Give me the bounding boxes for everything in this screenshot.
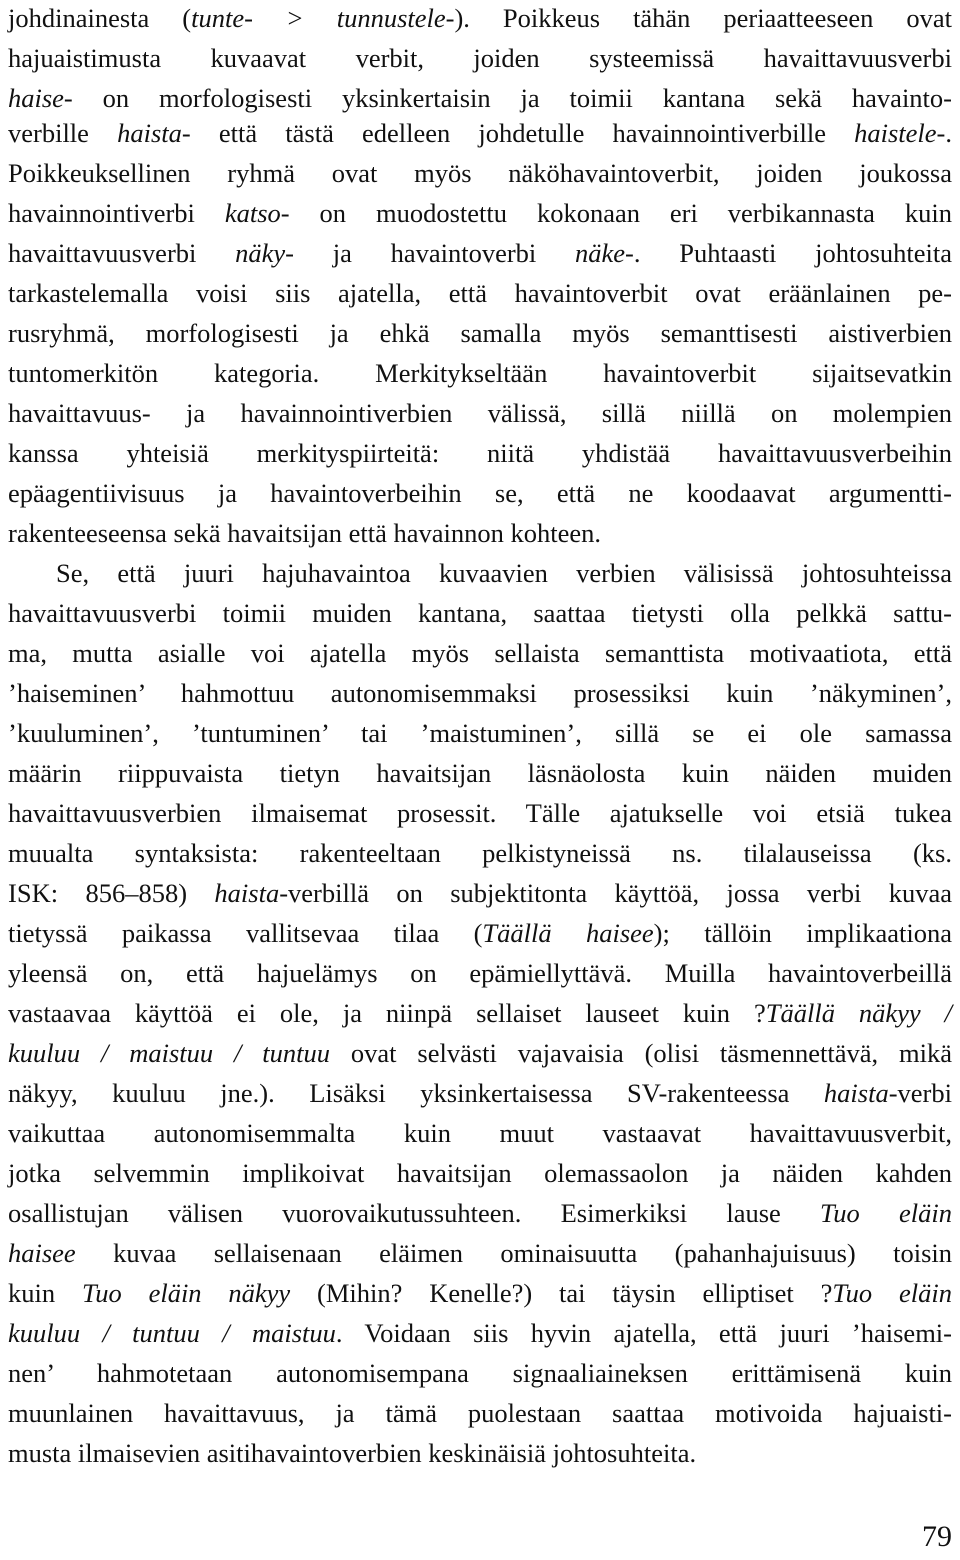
italic-term: haise- [8, 83, 73, 113]
text-line [8, 273, 952, 313]
text-run: hajuaistimusta kuvaavat verbit, joiden systeemissä havaittavuusverbi [8, 43, 952, 73]
text-run: että tästä edelleen johdetulle havainnointiverbille [190, 118, 855, 148]
text-run: tuntomerkitön kategoria. Merkitykseltään havaintoverbit sijaitsevatkin [8, 358, 952, 388]
text-line [8, 913, 952, 953]
text-line [8, 313, 952, 353]
italic-term: haistele- [854, 118, 946, 148]
italic-term: kuuluu / maistuu / tuntuu [8, 1038, 331, 1068]
text-line [8, 1193, 952, 1233]
text-line [8, 833, 952, 873]
text-line [8, 713, 952, 753]
text-line [8, 873, 952, 913]
text-line [8, 953, 952, 993]
text-run: muualta syntaksista: rakenteeltaan pelkistyneissä ns. tilalauseissa (ks. [8, 838, 952, 868]
italic-term: Tuo eläin näkyy [81, 1278, 291, 1308]
text-run: ); tällöin implikaationa [653, 918, 952, 948]
text-run: (Mihin? Kenelle?) tai täysin elliptiset ? [290, 1278, 833, 1308]
text-line [8, 993, 952, 1033]
text-run: -verbillä on subjektitonta käyttöä, jossa verbi kuvaa [279, 878, 952, 908]
text-run: ovat selvästi vajavaisia (olisi täsmennettävä, mikä [330, 1038, 952, 1068]
text-line [8, 513, 952, 553]
text-line [8, 753, 952, 793]
text-line [8, 193, 952, 233]
text-line [8, 233, 952, 273]
text-line [8, 78, 952, 118]
text-run: havainnointiverbi [8, 198, 225, 228]
text-run: kuin [8, 1278, 82, 1308]
text-run: vastaavaa käyttöä ei ole, ja niinpä sellaiset lauseet kuin ? [8, 998, 766, 1028]
text-run: musta ilmaisevien asitihavaintoverbien keskinäisiä johtosuhteita. [8, 1438, 697, 1468]
italic-term: haista [823, 1078, 889, 1108]
text-run: ma, mutta asialle voi ajatella myös sellaista semanttista motivaatiota, että [8, 638, 952, 668]
text-line [8, 1153, 952, 1193]
text-line [8, 1273, 952, 1313]
text-run: havaittavuus- ja havainnointiverbien välissä, sillä niillä on molempien [8, 398, 952, 428]
text-run: ). Poikkeus tähän periaatteeseen ovat [454, 3, 953, 33]
italic-term: Täällä näkyy / [765, 998, 952, 1028]
text-line [8, 1353, 952, 1393]
text-run: ’haiseminen’ hahmottuu autonomisemmaksi prosessiksi kuin ’näkyminen’, [8, 678, 952, 708]
text-line [8, 633, 952, 673]
text-run: havaittavuusverbien ilmaisemat prosessit. Tälle ajatukselle voi etsiä tukea [8, 798, 952, 828]
text-run: yleensä on, että hajuelämys on epämiellyttävä. Muilla havaintoverbeillä [8, 958, 952, 988]
text-line [8, 593, 952, 633]
text-run: verbille [8, 118, 118, 148]
text-line [8, 673, 952, 713]
text-line [8, 793, 952, 833]
text-run: määrin riippuvaista tietyn havaitsijan läsnäolosta kuin näiden muiden [8, 758, 952, 788]
text-run: nen’ hahmotetaan autonomisempana signaaliaineksen erittämisenä kuin [8, 1358, 952, 1388]
text-line [8, 1073, 952, 1113]
text-line [8, 1313, 952, 1353]
text-line [8, 0, 952, 38]
text-run: jotka selvemmin implikoivat havaitsijan olemassaolon ja näiden kahden [8, 1158, 952, 1188]
text-run: johdinainesta ( [8, 3, 192, 33]
text-run: tarkastelemalla voisi siis ajatella, että havaintoverbit ovat eräänlainen pe- [8, 278, 952, 308]
text-run: on muodostettu kokonaan eri verbikannasta kuin [289, 198, 952, 228]
text-run: epäagentiivisuus ja havaintoverbeihin se, että ne koodaavat argumentti- [8, 478, 952, 508]
text-line [8, 553, 952, 593]
text-run: havaittavuusverbi toimii muiden kantana, saattaa tietysti olla pelkkä sattu- [8, 598, 952, 628]
text-run: vaikuttaa autonomisemmalta kuin muut vastaavat havaittavuusverbit, [8, 1118, 952, 1148]
italic-term: Täällä haisee [482, 918, 654, 948]
italic-term: näky- [235, 238, 294, 268]
text-line [8, 1233, 952, 1273]
text-run: näkyy, kuuluu jne.). Lisäksi yksinkertaisessa SV-rakenteessa [8, 1078, 824, 1108]
text-run: Poikkeuksellinen ryhmä ovat myös näköhavaintoverbit, joiden joukossa [8, 158, 952, 188]
text-line [8, 1433, 952, 1473]
text-run: kanssa yhteisiä merkityspiirteitä: niitä yhdistää havaittavuusverbeihin [8, 438, 952, 468]
text-run: Se, että juuri hajuhavaintoa kuvaavien verbien välisissä johtosuhteissa [56, 558, 952, 588]
text-run: -verbi [888, 1078, 952, 1108]
text-run: muunlainen havaittavuus, ja tämä puolestaan saattaa motivoida hajuaisti- [8, 1398, 952, 1428]
italic-term: Tuo eläin [820, 1198, 952, 1228]
text-line [8, 1393, 952, 1433]
text-line [8, 1113, 952, 1153]
text-run: osallistujan välisen vuorovaikutussuhteen. Esimerkiksi lause [8, 1198, 821, 1228]
italic-term: kuuluu / tuntuu / maistuu [8, 1318, 336, 1348]
text-run: . Puhtaasti johtosuhteita [633, 238, 953, 268]
text-run: rakenteeseensa sekä havaitsijan että havainnon kohteen. [8, 518, 602, 548]
text-line [8, 153, 952, 193]
text-run: ja havaintoverbi [293, 238, 575, 268]
italic-term: haisee [8, 1238, 76, 1268]
text-run: rusryhmä, morfologisesti ja ehkä samalla myös semanttisesti aistiverbien [8, 318, 952, 348]
italic-term: haista- [117, 118, 191, 148]
text-line [8, 473, 952, 513]
text-run: havaittavuusverbi [8, 238, 236, 268]
italic-term: haista [214, 878, 280, 908]
page-number: 79 [922, 1520, 952, 1553]
italic-term: Tuo eläin [832, 1278, 952, 1308]
text-line [8, 433, 952, 473]
text-line [8, 113, 952, 153]
text-run: ’kuuluminen’, ’tuntuminen’ tai ’maistuminen’, sillä se ei ole samassa [8, 718, 952, 748]
text-run: tietyssä paikassa vallitsevaa tilaa ( [8, 918, 483, 948]
text-line [8, 393, 952, 433]
italic-term: katso- [224, 198, 290, 228]
text-run: kuvaa sellaisenaan eläimen ominaisuutta (pahanhajuisuus) toisin [75, 1238, 952, 1268]
text-line [8, 38, 952, 78]
text-line [8, 353, 952, 393]
text-run: on morfologisesti yksinkertaisin ja toimii kantana sekä havainto- [72, 83, 952, 113]
text-line [8, 1033, 952, 1073]
italic-term: tunte- > tunnustele- [191, 3, 455, 33]
text-run: . Voidaan siis hyvin ajatella, että juuri ’haisemi- [335, 1318, 952, 1348]
text-run: . [945, 118, 952, 148]
italic-term: näke- [575, 238, 634, 268]
text-run: ISK: 856–858) [8, 878, 215, 908]
